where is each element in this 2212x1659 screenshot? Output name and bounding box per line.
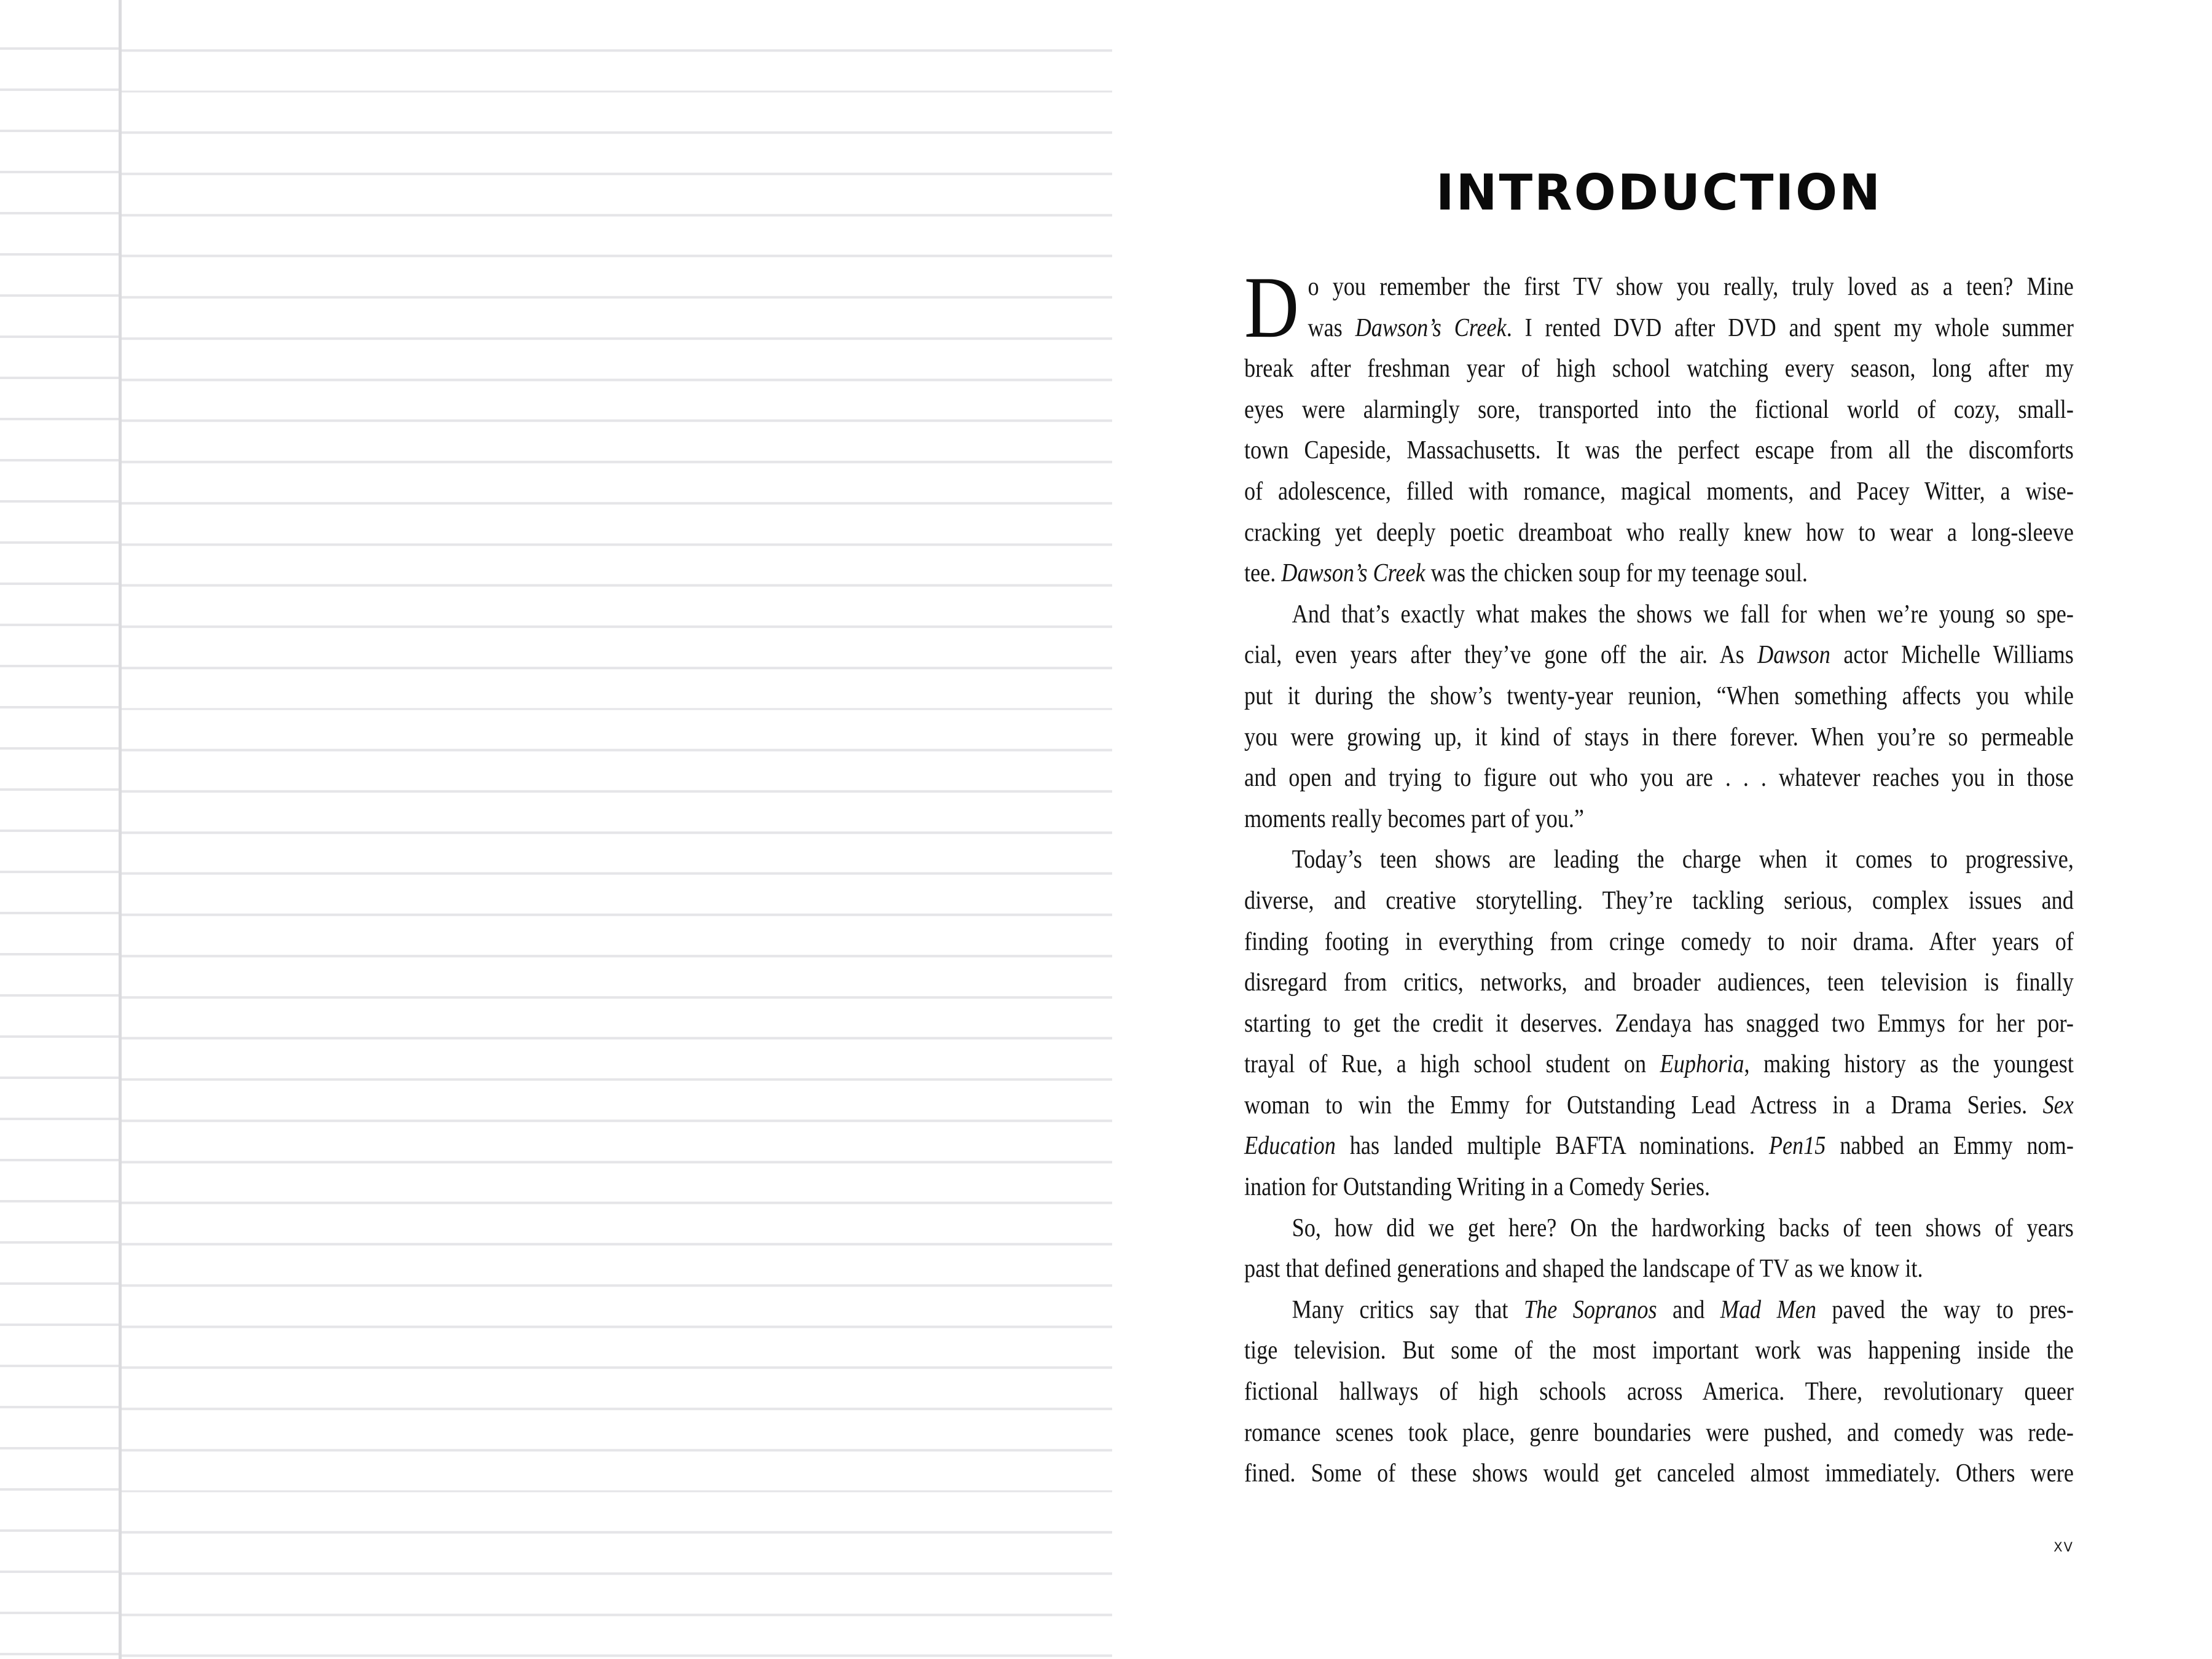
text-line: o you remember the first TV show you really, truly loved as a teen? Mine (1308, 273, 2074, 301)
text-line: And that’s exactly what makes the shows we fall for when we’re young so spe- (1292, 600, 2074, 629)
text-line: past that defined generations and shaped the landscape of TV as we know it. (1244, 1255, 1923, 1284)
text-line: finding footing in everything from cringe comedy to noir drama. After years of (1244, 927, 2074, 956)
text-line: cracking yet deeply poetic dreamboat who really knew how to wear a long-sleeve (1244, 518, 2074, 547)
text-line: put it during the show’s twenty-year reunion, “When something affects you while (1244, 681, 2074, 710)
chapter-body (1244, 259, 2074, 1494)
text-line: Many critics say that The Sopranos and Mad Men paved the way to pres- (1292, 1295, 2074, 1324)
text-line: diverse, and creative storytelling. They’re tackling serious, complex issues and (1244, 886, 2074, 915)
text-line: disregard from critics, networks, and broader audiences, teen television is finally (1244, 968, 2074, 997)
text-line: cial, even years after they’ve gone off the air. As Dawson actor Michelle Williams (1244, 641, 2074, 670)
chapter-title: INTRODUCTION (1435, 164, 1883, 221)
text-line: tee. Dawson’s Creek was the chicken soup for my teenage soul. (1244, 559, 1808, 588)
text-line: trayal of Rue, a high school student on Euphoria, making history as the youngest (1244, 1050, 2074, 1079)
text-line: fined. Some of these shows would get canceled almost immediately. Others were (1244, 1459, 2074, 1488)
text-line: and open and trying to figure out who you are . . . whatever reaches you in those (1244, 764, 2074, 793)
ruled-lines-margin (0, 0, 120, 1659)
text-line: fictional hallways of high schools across America. There, revolutionary queer (1244, 1378, 2074, 1406)
text-line: starting to get the credit it deserves. Zendaya has snagged two Emmys for her por- (1244, 1009, 2074, 1038)
margin-rule-line (119, 0, 122, 1659)
text-line: romance scenes took place, genre boundaries were pushed, and comedy was rede- (1244, 1418, 2074, 1447)
text-line: ination for Outstanding Writing in a Comedy Series. (1244, 1173, 1711, 1202)
drop-cap: D (1244, 259, 1300, 356)
text-line: eyes were alarmingly sore, transported into the fictional world of cozy, small- (1244, 395, 2074, 424)
text-line: tige television. But some of the most important work was happening inside the (1244, 1336, 2074, 1365)
page-number: xv (2053, 1535, 2074, 1556)
text-line: of adolescence, filled with romance, magical moments, and Pacey Witter, a wise- (1244, 477, 2074, 506)
text-line: moments really becomes part of you.” (1244, 804, 1584, 833)
text-line: was Dawson’s Creek. I rented DVD after DVD and spent my whole summer (1308, 313, 2074, 342)
text-line: you were growing up, it kind of stays in there forever. When you’re so permeable (1244, 723, 2074, 751)
text-line: Today’s teen shows are leading the charge when it comes to progressive, (1292, 845, 2074, 874)
text-line: Education has landed multiple BAFTA nominations. Pen15 nabbed an Emmy nom- (1244, 1132, 2074, 1161)
text-line: woman to win the Emmy for Outstanding Lead Actress in a Drama Series. Sex (1244, 1091, 2074, 1120)
text-line: town Capeside, Massachusetts. It was the perfect escape from all the discomforts (1244, 436, 2074, 465)
ruled-lines (120, 0, 1112, 1659)
text-line: break after freshman year of high school watching every season, long after my (1244, 355, 2074, 383)
book-page (1115, 0, 2212, 1659)
text-line: So, how did we get here? On the hardworking backs of teen shows of years (1292, 1214, 2074, 1242)
